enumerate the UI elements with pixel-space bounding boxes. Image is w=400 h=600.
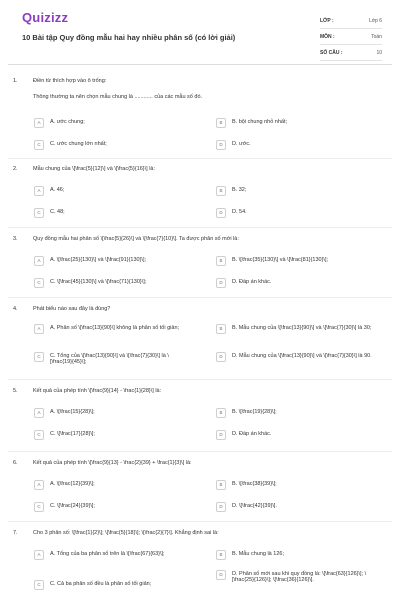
option-d[interactable]: [216, 278, 376, 288]
question-text: Kết quả của phép tính \[\frac{9}{14} - \frac{1}{28}\] là:: [33, 388, 162, 394]
option-letter: C: [34, 140, 44, 150]
option-text: A. Phân số \[\frac{13}{90}\] không là phân số tối giản;: [50, 324, 180, 331]
option-b[interactable]: [216, 480, 376, 490]
option-c[interactable]: [34, 208, 189, 218]
option-a[interactable]: [34, 324, 189, 334]
option-text: C. \[\frac{24}{39}\];: [50, 502, 95, 509]
question-divider: [8, 379, 392, 380]
option-text: D. Đáp án khác.: [232, 278, 272, 285]
question-text: Cho 3 phân số: \[\frac{1}{2}\]; \[\frac{5}{18}\]; \[\frac{2}{7}\]. Khẳng định sai là:: [33, 530, 219, 536]
option-a[interactable]: [34, 256, 189, 266]
meta-value: Toán: [371, 33, 382, 40]
question-text: Quy đồng mẫu hai phân số \[\frac{5}{26}\] và \[\frac{7}{10}\]. Ta được phân số mới là:: [33, 236, 239, 242]
meta-label: SỐ CÂU :: [320, 49, 343, 56]
option-letter: B: [216, 256, 226, 266]
option-letter: C: [34, 208, 44, 218]
option-text: B. Mẫu chung của \[\frac{13}{90}\] và \[\frac{7}{30}\] là 30;: [232, 324, 372, 331]
option-text: C. ước chung lớn nhất;: [50, 140, 107, 147]
option-c[interactable]: [34, 278, 189, 288]
option-b[interactable]: [216, 186, 376, 196]
option-letter: C: [34, 278, 44, 288]
option-letter: C: [34, 502, 44, 512]
option-text: A. \[\frac{15}{28}\];: [50, 408, 95, 415]
worksheet-header: [8, 0, 392, 62]
option-letter: B: [216, 550, 226, 560]
question-divider: [8, 227, 392, 228]
question-divider: [8, 297, 392, 298]
option-text: D. Phân số mới sau khi quy đồng là: \[\frac{63}{126}\]; \[\frac{25}{126}\]; \[\frac{36}{126}\].: [232, 570, 367, 583]
option-text: C. \[\frac{45}{130}\] và \[\frac{71}{130}\];: [50, 278, 147, 285]
option-a[interactable]: [34, 118, 189, 128]
worksheet-meta: [320, 13, 382, 61]
header-divider: [8, 64, 392, 65]
question-number: 7.: [13, 530, 18, 536]
option-text: B. \[\frac{19}{28}\];: [232, 408, 277, 415]
option-text: D. Mẫu chung của \[\frac{13}{90}\] và \[\frac{7}{30}\] là 90.: [232, 352, 372, 359]
option-letter: C: [34, 430, 44, 440]
option-letter: A: [34, 480, 44, 490]
option-b[interactable]: [216, 550, 376, 560]
option-text: C. Tổng của \[\frac{13}{90}\] và \[\frac{7}{30}\] là \[\frac{19}{45}\];: [50, 352, 169, 365]
option-letter: D: [216, 208, 226, 218]
option-c[interactable]: [34, 140, 189, 150]
option-letter: D: [216, 352, 226, 362]
question-number: 3.: [13, 236, 18, 242]
option-letter: C: [34, 352, 44, 362]
option-text: C. Cả ba phân số đều là phân số tối giản;: [50, 580, 152, 587]
meta-row-question-count: [320, 45, 382, 61]
option-letter: B: [216, 118, 226, 128]
option-text: D. \[\frac{42}{39}\].: [232, 502, 277, 509]
option-letter: B: [216, 408, 226, 418]
question-number: 6.: [13, 460, 18, 466]
option-letter: A: [34, 324, 44, 334]
option-text: D. 54.: [232, 208, 247, 215]
option-a[interactable]: [34, 480, 189, 490]
option-text: A. \[\frac{25}{130}\] và \[\frac{91}{130}\];: [50, 256, 147, 263]
option-text: A. ước chung;: [50, 118, 85, 125]
option-text: B. \[\frac{38}{39}\];: [232, 480, 277, 487]
option-letter: D: [216, 502, 226, 512]
option-c[interactable]: [34, 352, 189, 366]
option-text: B. Mẫu chung là 126;: [232, 550, 284, 557]
meta-value: Lớp 6: [368, 17, 382, 24]
question-divider: [8, 451, 392, 452]
option-b[interactable]: [216, 408, 376, 418]
question-number: 4.: [13, 306, 18, 312]
question-number: 1.: [13, 78, 18, 84]
option-letter: A: [34, 118, 44, 128]
option-text: B. \[\frac{35}{130}\] và \[\frac{81}{130}\];: [232, 256, 329, 263]
option-d[interactable]: [216, 140, 376, 150]
option-b[interactable]: [216, 118, 376, 128]
option-text: C. \[\frac{17}{28}\];: [50, 430, 95, 437]
worksheet-title: 10 Bài tập Quy đồng mẫu hai hay nhiều phân số (có lời giải): [22, 33, 236, 42]
option-letter: D: [216, 570, 226, 580]
question-number: 5.: [13, 388, 18, 394]
option-d[interactable]: [216, 430, 376, 440]
option-text: A. 46;: [50, 186, 65, 193]
option-letter: C: [34, 580, 44, 590]
option-c[interactable]: [34, 502, 189, 512]
option-text: B. bội chung nhỏ nhất;: [232, 118, 288, 125]
option-d[interactable]: [216, 352, 376, 362]
option-letter: D: [216, 430, 226, 440]
question-number: 2.: [13, 166, 18, 172]
question-divider: [8, 158, 392, 159]
option-text: A. Tổng của ba phân số trên là \[\frac{67}{63}\];: [50, 550, 165, 557]
option-a[interactable]: [34, 550, 189, 560]
meta-label: LỚP :: [320, 17, 334, 24]
option-letter: B: [216, 324, 226, 334]
option-text: D. ước.: [232, 140, 251, 147]
option-text: B. 32;: [232, 186, 247, 193]
option-letter: A: [34, 186, 44, 196]
option-text: C. 48;: [50, 208, 65, 215]
option-c[interactable]: [34, 430, 189, 440]
question-subtext: Thông thường ta nên chọn mẫu chung là ............ của các mẫu số đó.: [33, 94, 203, 100]
meta-value: 10: [376, 49, 382, 56]
option-text: A. \[\frac{12}{39}\];: [50, 480, 95, 487]
option-d[interactable]: [216, 570, 376, 584]
option-letter: D: [216, 278, 226, 288]
option-c[interactable]: [34, 580, 189, 590]
meta-label: MÔN :: [320, 33, 335, 40]
meta-row-grade: [320, 13, 382, 29]
quizizz-logo: Quizizz: [22, 10, 69, 25]
question-divider: [8, 521, 392, 522]
question-text: Phát biểu nào sau đây là đúng?: [33, 306, 111, 312]
question-text: Kết quả của phép tính \[\frac{9}{13} - \frac{2}{39} + \frac{1}{3}\] là:: [33, 460, 192, 466]
option-letter: A: [34, 408, 44, 418]
option-letter: A: [34, 550, 44, 560]
option-a[interactable]: [34, 408, 189, 418]
option-b[interactable]: [216, 324, 376, 334]
option-b[interactable]: [216, 256, 376, 266]
meta-row-subject: [320, 29, 382, 45]
question-text: Điền từ thích hợp vào ô trống:: [33, 78, 107, 84]
option-letter: B: [216, 480, 226, 490]
option-a[interactable]: [34, 186, 189, 196]
option-d[interactable]: [216, 502, 376, 512]
option-letter: B: [216, 186, 226, 196]
option-letter: A: [34, 256, 44, 266]
option-d[interactable]: [216, 208, 376, 218]
option-letter: D: [216, 140, 226, 150]
question-text: Mẫu chung của \[\frac{5}{12}\] và \[\frac{5}{16}\] là:: [33, 166, 156, 172]
option-text: D. Đáp án khác.: [232, 430, 272, 437]
